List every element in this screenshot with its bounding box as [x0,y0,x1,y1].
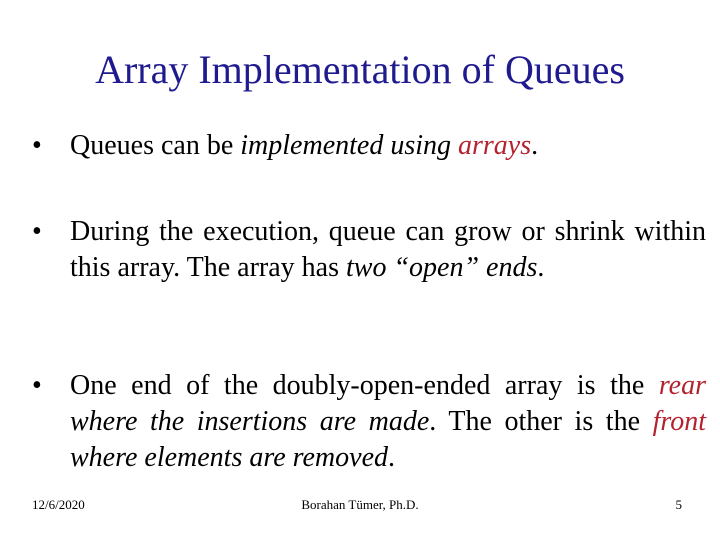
bullet-text-italic: two “open” ends [346,252,538,283]
footer-date: 12/6/2020 [32,497,85,512]
bullet-text-normal: . [531,130,539,161]
bullet-text-normal: . The other is the [429,406,653,437]
bullet-text-highlight: front [652,406,706,437]
slide-title: Array Implementation of Queues [95,47,625,92]
bullet-text-normal: One end of the doubly-open-ended array is the [70,370,659,401]
bullet-marker: • [32,370,42,401]
bullet-text-normal [451,130,458,161]
footer-author: Borahan Tümer, Ph.D. [301,497,419,512]
bullet-item [32,214,706,286]
bullet-text-normal: . [388,442,395,473]
bullet-text-highlight: rear [658,370,706,401]
slide-number: 5 [675,497,682,512]
bullet-text-italic: where the insertions are made [70,406,430,437]
bullet-item [32,128,706,164]
bullet-marker: • [32,216,42,247]
bullet-text-highlight: arrays [458,130,532,161]
bullet-text-italic: where elements are removed [70,442,388,473]
bullet-item [32,368,706,476]
bullet-text-normal: During the execution, queue can grow or shrink within this array. The array has [70,216,706,283]
bullet-text-italic: implemented using [240,130,452,161]
bullet-text-normal: . [537,252,545,283]
bullet-text-normal: Queues can be [70,130,241,161]
bullet-marker: • [32,130,42,161]
